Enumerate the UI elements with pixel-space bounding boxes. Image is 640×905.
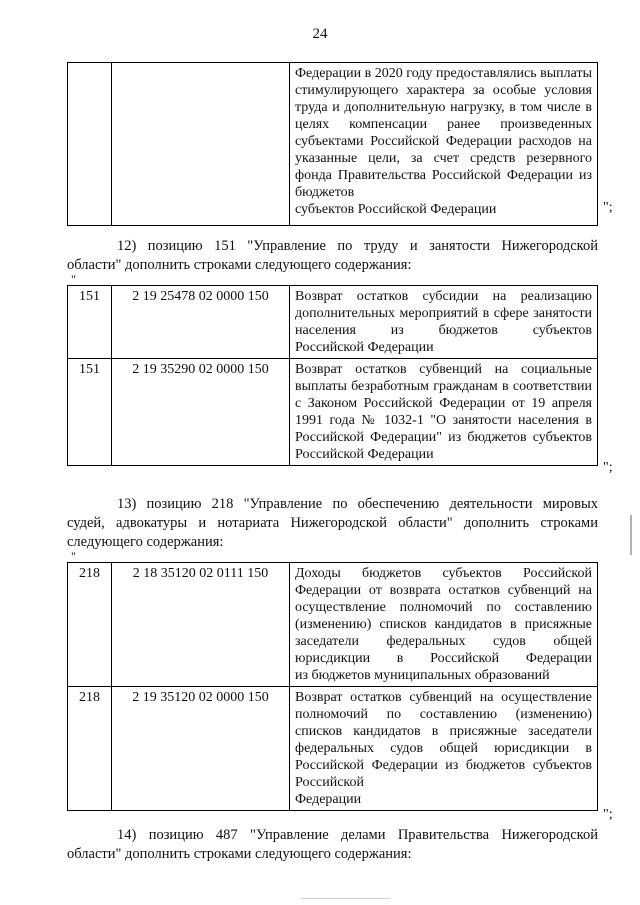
item-13-line-2: судей, адвокатуры и нотариата Нижегородской области" дополнить строками	[67, 515, 598, 531]
description-text: Возврат остатков субсидии на реализацию дополнительных мероприятий в сфере занятости населения из бюджетов субъектов	[295, 289, 592, 338]
table-row	[68, 359, 598, 466]
scan-artifact	[630, 515, 632, 555]
description-cell	[290, 359, 598, 466]
item-14-line-1: 14) позицию 487 "Управление делами Правительства Нижегородской	[117, 827, 598, 843]
description-text: Доходы бюджетов субъектов Российской Федерации от возврата остатков субвенций на осуществление полномочий по составлению (изменению) списков кандидатов в присяжные заседатели федеральных судов общей юрисдикции в Российской Федерации	[295, 566, 592, 666]
item-13-line-1: 13) позицию 218 "Управление по обеспечению деятельности мировых	[117, 496, 598, 512]
description-last-line: Федерации	[295, 792, 362, 807]
kbk-cell: 2 19 35120 02 0000 150	[112, 687, 290, 811]
table-row	[68, 63, 598, 226]
description-cell	[290, 563, 598, 687]
table-item-13	[67, 562, 598, 811]
description-last-line: субъектов Российской Федерации	[295, 202, 497, 217]
close-quote-mark: ";	[603, 807, 613, 822]
code-cell	[68, 63, 112, 226]
description-cell	[290, 63, 598, 226]
close-quote-mark: ";	[603, 460, 613, 475]
description-text: Возврат остатков субвенций на осуществление полномочий по составлению (изменению) списков кандидатов в присяжные заседатели федеральных судов общей юрисдикции в Российской Федерации из бюджетов субъектов Российской	[295, 690, 592, 790]
kbk-cell: 2 19 25478 02 0000 150	[112, 286, 290, 359]
item-14-paragraph	[67, 826, 598, 864]
item-12-paragraph	[67, 237, 598, 275]
description-last-line: Российской Федерации	[295, 447, 434, 462]
code-cell: 151	[68, 286, 112, 359]
description-cell	[290, 687, 598, 811]
item-13-paragraph	[67, 495, 598, 552]
item-13-line-3: следующего содержания:	[67, 534, 224, 550]
item-14-line-2: области" дополнить строками следующего содержания:	[67, 846, 412, 862]
description-last-line: Российской Федерации	[295, 340, 434, 355]
kbk-cell: 2 19 35290 02 0000 150	[112, 359, 290, 466]
description-text: Возврат остатков субвенций на социальные выплаты безработным гражданам в соответствии с Законом Российской Федерации от 19 апреля 1991 года № 1032-1 "О занятости населения в Российской Федерации" из бюджетов субъектов	[295, 362, 592, 445]
description-cell	[290, 286, 598, 359]
item-12-line-2: области" дополнить строками следующего содержания:	[67, 257, 412, 273]
page-number: 24	[312, 26, 328, 42]
description-last-line: из бюджетов муниципальных образований	[295, 668, 550, 683]
kbk-cell	[112, 63, 290, 226]
item-12-line-1: 12) позицию 151 "Управление по труду и занятости Нижегородской	[117, 238, 598, 254]
description-text: Федерации в 2020 году предоставлялись выплаты стимулирующего характера за особые условия труда и дополнительную нагрузку, в том числе в целях компенсации ранее произведенных субъектами Российской Федерации расходов на указанные цели, за счет средств резервного фонда Правительства Российской Федерации из бюджетов	[295, 66, 592, 200]
table-row	[68, 687, 598, 811]
scan-artifact	[300, 898, 390, 899]
open-quote-mark: "	[71, 272, 76, 286]
table-row	[68, 563, 598, 687]
close-quote-mark: ";	[603, 200, 613, 215]
table-row	[68, 286, 598, 359]
code-cell: 151	[68, 359, 112, 466]
open-quote-mark: "	[71, 549, 76, 563]
table-item-12	[67, 285, 598, 466]
code-cell: 218	[68, 687, 112, 811]
kbk-cell: 2 18 35120 02 0111 150	[112, 563, 290, 687]
code-cell: 218	[68, 563, 112, 687]
continuation-table	[67, 62, 598, 226]
